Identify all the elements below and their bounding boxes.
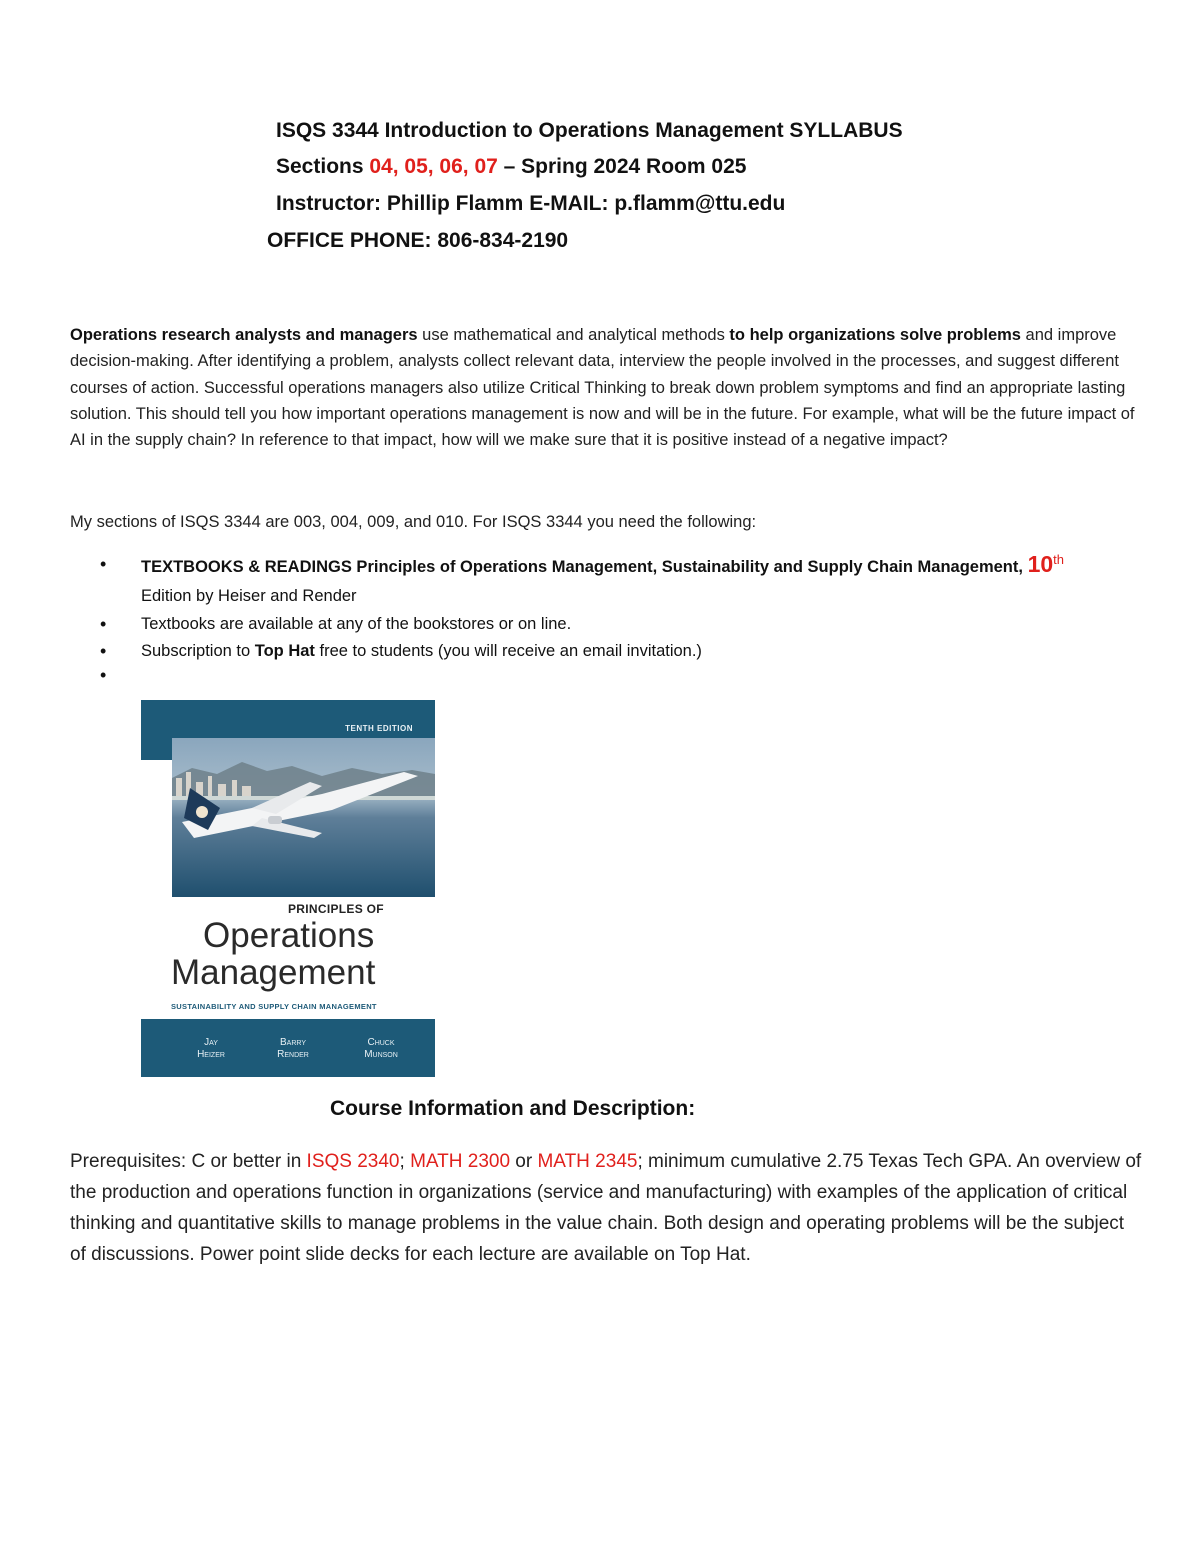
prereq-start: Prerequisites: C or better in [70, 1151, 307, 1172]
edition-number: 10 [1027, 551, 1054, 577]
prereq-sep: ; [399, 1151, 411, 1172]
textbook-cover-image [141, 700, 435, 1077]
textbook-title: TEXTBOOKS & READINGS Principles of Operations Management, Sustainability and Supply Chain Management, [141, 558, 1028, 576]
list-item-textbook [100, 550, 1100, 611]
syllabus-title: ISQS 3344 Introduction to Operations Management SYLLABUS [276, 119, 903, 142]
bullet-icon: • [100, 665, 107, 685]
prereq-rest: ; minimum cumulative 2.75 Texas Tech GPA. An overview of the production and operations function in organizations (service and manufacturing) with examples of the application of critical thinking and quantitative skills to manage problems in the value chain. Both design and operating problems will be the subject of discussions. Power point slide decks for each lecture are available on Top Hat. [70, 1151, 1142, 1265]
availability-text: Textbooks are available at any of the bookstores or on line. [141, 615, 572, 633]
cover-title-line2: Management [171, 953, 376, 992]
instructor-line: Instructor: Phillip Flamm E-MAIL: p.flamm@ttu.edu [276, 192, 786, 215]
prereq-course-math2345: MATH 2345 [537, 1151, 638, 1172]
intro-text-rest: and improve decision-making. After identifying a problem, analysts collect relevant data, interview the people involved in the processes, and suggest different courses of action. Successful operations managers also utilize Critical Thinking to break down problem symptoms and find an appropriate lasting solution. This should tell you how important operations management is now and will be in the future. For example, what will be the future impact of AI in the supply chain? In reference to that impact, how will we make sure that it is positive instead of a negative impact? [70, 326, 1135, 450]
cover-author [258, 1037, 328, 1061]
cover-author [346, 1037, 416, 1061]
airplane-photo [172, 738, 435, 897]
list-item-availability [100, 611, 1100, 638]
intro-paragraph [70, 322, 1135, 453]
cover-title-line1: Operations [203, 916, 375, 955]
cover-edition: TENTH EDITION [345, 724, 413, 733]
intro-bold-lead: Operations research analysts and managers [70, 326, 418, 344]
list-item-tophat [100, 638, 1100, 665]
cover-authors-band [141, 1019, 435, 1077]
author-first: Barry [280, 1037, 306, 1048]
edition-authors: Edition by Heiser and Render [141, 587, 357, 605]
author-last: Render [277, 1049, 309, 1060]
tophat-name: Top Hat [254, 642, 315, 660]
intro-bold-mid: to help organizations solve problems [729, 326, 1021, 344]
office-phone-line: OFFICE PHONE: 806-834-2190 [267, 229, 569, 252]
author-first: Chuck [367, 1037, 395, 1048]
prereq-sep: or [510, 1151, 538, 1172]
term-room: – Spring 2024 Room 025 [497, 155, 747, 178]
course-description-paragraph [70, 1146, 1145, 1270]
course-info-heading: Course Information and Description: [330, 1097, 696, 1120]
edition-suffix: th [1053, 552, 1064, 567]
airplane-photo-svg [172, 738, 435, 897]
subscription-suffix: free to students (you will receive an email invitation.) [314, 642, 702, 660]
list-item-empty [100, 665, 1100, 687]
cover-title-small: PRINCIPLES OF [288, 902, 384, 916]
my-sections-line: My sections of ISQS 3344 are 003, 004, 009, and 010. For ISQS 3344 you need the following: [70, 513, 757, 531]
author-last: Munson [364, 1049, 398, 1060]
author-last: Heizer [197, 1049, 225, 1060]
intro-text: use mathematical and analytical methods [417, 326, 730, 344]
cover-author [176, 1037, 246, 1061]
sections-label: Sections [276, 155, 370, 178]
bullet-icon: • [100, 554, 107, 574]
bullet-icon: • [100, 641, 107, 661]
requirements-list [100, 550, 1100, 687]
sections-term-line [276, 154, 746, 180]
author-first: Jay [204, 1037, 218, 1048]
subscription-prefix: Subscription to [141, 642, 255, 660]
prereq-course-math2300: MATH 2300 [410, 1151, 511, 1172]
bullet-icon: • [100, 614, 107, 634]
section-numbers: 04, 05, 06, 07 [369, 155, 498, 178]
cover-subtitle: SUSTAINABILITY AND SUPPLY CHAIN MANAGEMENT [171, 1002, 377, 1011]
prereq-course-isqs: ISQS 2340 [306, 1151, 400, 1172]
